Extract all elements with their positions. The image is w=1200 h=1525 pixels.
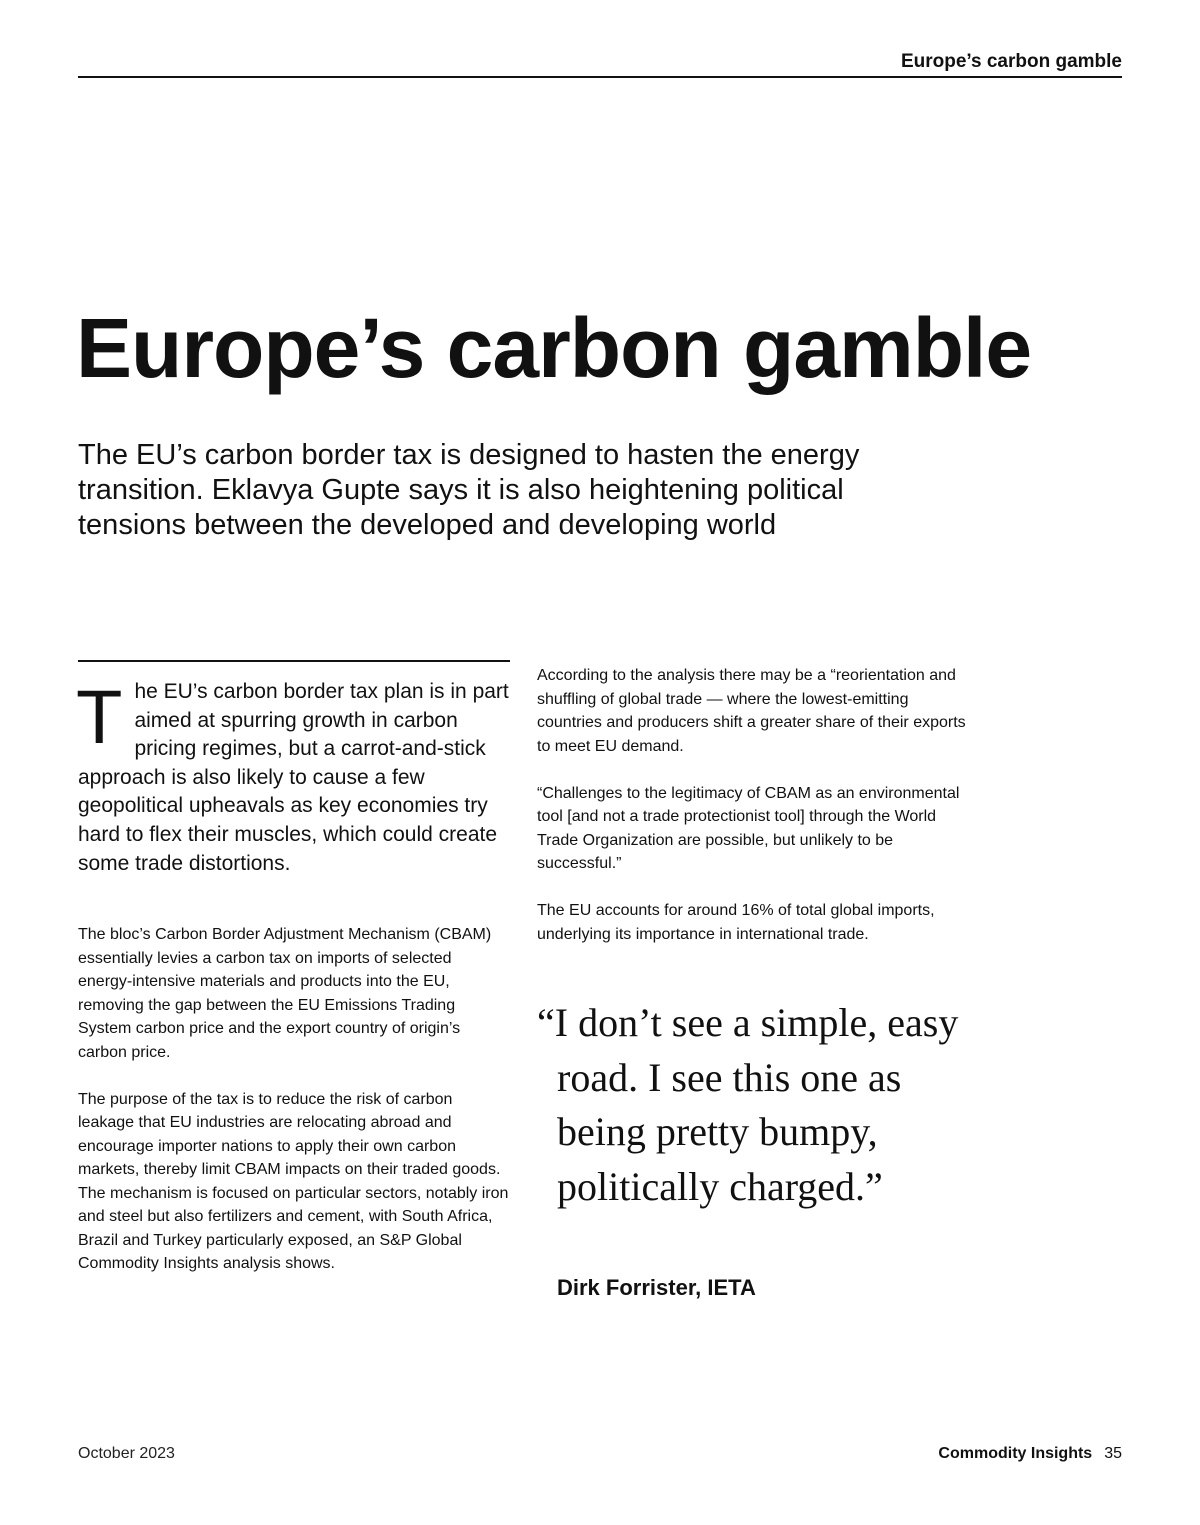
page-number: 35 [1104,1445,1122,1462]
footer-publication [938,1444,1122,1464]
quote-attribution: Dirk Forrister, IETA [557,1275,756,1300]
header-divider [78,76,1122,78]
running-header: Europe’s carbon gamble [900,51,1122,72]
article-title: Europe’s carbon gamble [76,301,1032,395]
lead-paragraph [76,675,510,878]
left-column-body [78,923,510,1299]
publication-name: Commodity Insights [938,1445,1093,1462]
footer-date: October 2023 [78,1445,175,1462]
body-paragraph: The EU accounts for around 16% of total global imports, underlying its importance in international trade. [537,902,935,943]
article-standfirst: The EU’s carbon border tax is designed to hasten the energy transition. Eklavya Gupte says it is also heightening political tensions between the developed and developing world [78,439,860,541]
lead-text: he EU’s carbon border tax plan is in part aimed at spurring growth in carbon pricing regimes, but a carrot-and-stick approach is also likely to cause a few geopolitical upheavals as key economies try hard to flex their muscles, which could create some trade distortions. [78,680,509,875]
body-paragraph: The purpose of the tax is to reduce the risk of carbon leakage that EU industries are relocating abroad and encourage importer nations to apply their own carbon markets, thereby limit CBAM impacts on their traded goods. The mechanism is focused on particular sectors, notably iron and steel but also fertilizers and cement, with South Africa, Brazil and Turkey particularly exposed, an S&P Global Commodity Insights analysis shows. [78,1090,509,1272]
pull-quote: “I don’t see a simple, easy road. I see this one as being pretty bumpy, politically charged.” [537,1000,959,1209]
body-paragraph: The bloc’s Carbon Border Adjustment Mechanism (CBAM) essentially levies a carbon tax on imports of selected energy-intensive materials and products into the EU, removing the gap between the EU Emissions Trading System carbon price and the export country of origin’s carbon price. [78,926,492,1061]
body-paragraph: According to the analysis there may be a “reorientation and shuffling of global trade — where the lowest-emitting countries and producers shift a greater share of their exports to meet EU demand. [537,667,966,755]
right-column-body [537,664,977,970]
column-divider [78,660,510,662]
drop-cap: T [76,675,123,760]
body-paragraph: “Challenges to the legitimacy of CBAM as an environmental tool [and not a trade protectionist tool] through the World Trade Organization are possible, but unlikely to be successful.” [537,784,960,872]
